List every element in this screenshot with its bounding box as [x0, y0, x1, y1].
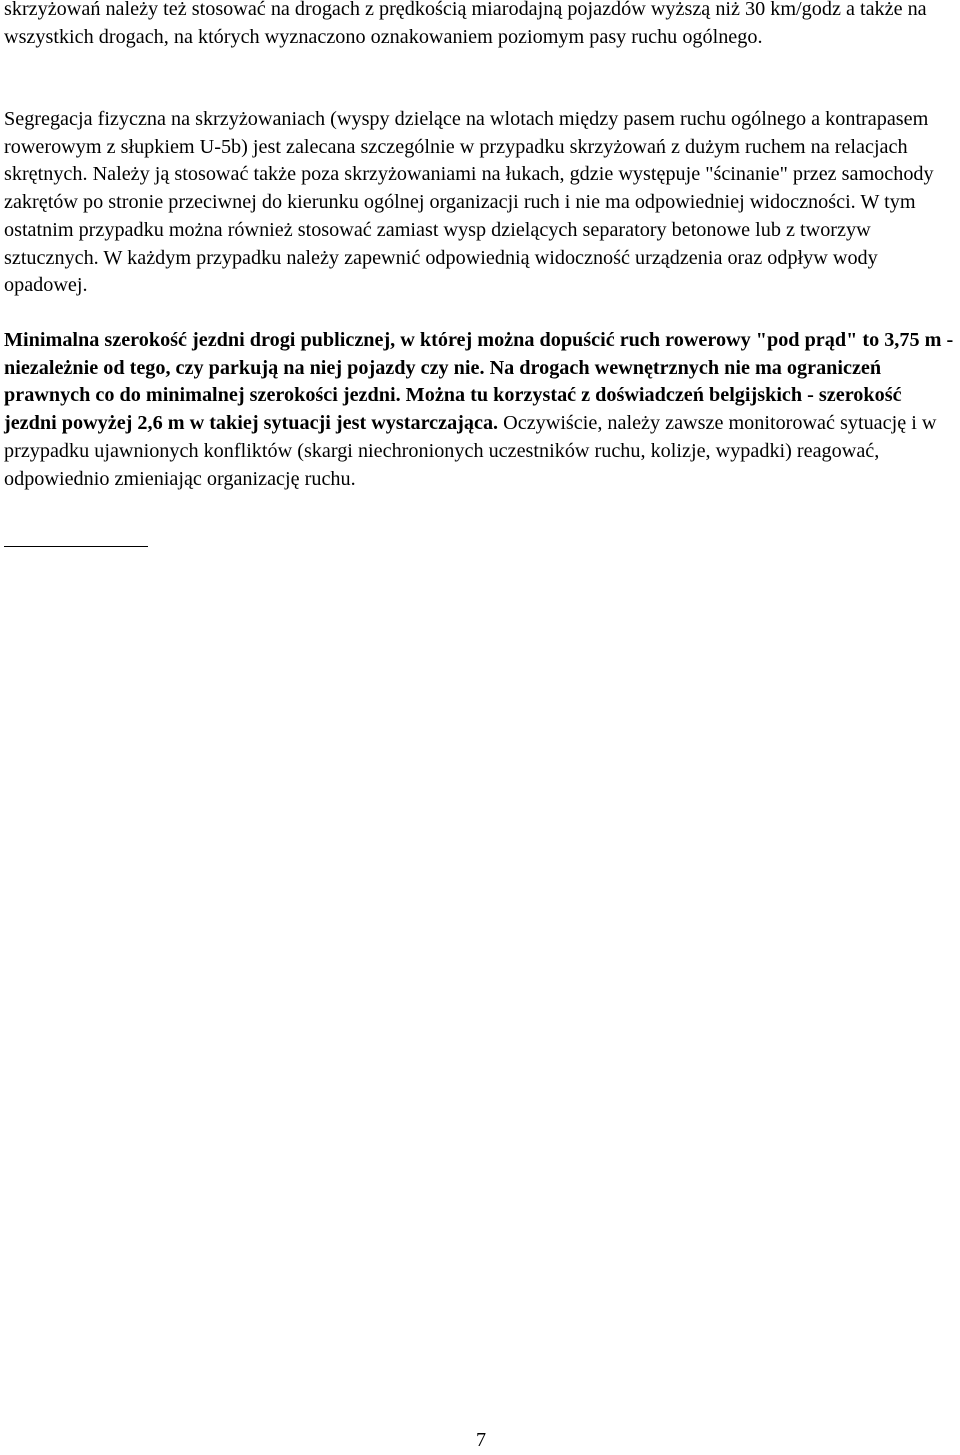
paragraph-minimum-width	[4, 327, 958, 493]
page-number: 7	[475, 1429, 487, 1451]
minimum-width-bold-text: Minimalna szerokość jezdni drogi publicznej, w której można dopuścić ruch rowerowy "pod prąd" to 3,75 m - niezależnie od tego, czy parkują na niej pojazdy czy nie. Na drogach wewnętrznych nie ma ograniczeń prawnych co do minimalnej szerokości jezdni. Można tu korzystać z doświadczeń belgijskich - szerokość jezdni powyżej 2,6 m w takiej sytuacji jest wystarczająca.	[4, 329, 954, 435]
paragraph-physical-segregation: Segregacja fizyczna na skrzyżowaniach (wyspy dzielące na wlotach między pasem ruchu ogólnego a kontrapasem rowerowym z słupkiem U-5b) jest zalecana szczególnie w przypadku skrzyżowań z dużym ruchem na relacjach skrętnych. Należy ją stosować także poza skrzyżowaniami na łukach, gdzie występuje "ścinanie" przez samochody zakrętów po stronie przeciwnej do kierunku ogólnej organizacji ruch i nie ma odpowiedniej widoczności. W tym ostatnim przypadku można również stosować zamiast wysp dzielących separatory betonowe lub z tworzyw sztucznych. W każdym przypadku należy zapewnić odpowiednią widoczność urządzenia oraz odpływ wody opadowej.	[4, 108, 934, 297]
minimum-width-normal-text: Oczywiście, należy zawsze monitorować sytuację i w przypadku ujawnionych konfliktów (skargi niechronionych uczestników ruchu, kolizje, wypadki) reagować, odpowiednio zmieniając organizację ruchu.	[4, 412, 937, 490]
document-page	[4, 0, 958, 1453]
paragraph-continuation: skrzyżowań należy też stosować na drogach z prędkością miarodajną pojazdów wyższą niż 30 km/godz a także na wszystkich drogach, na których wyznaczono oznakowaniem poziomym pasy ruchu ogólnego.	[4, 0, 927, 48]
footnote-separator	[4, 546, 148, 547]
